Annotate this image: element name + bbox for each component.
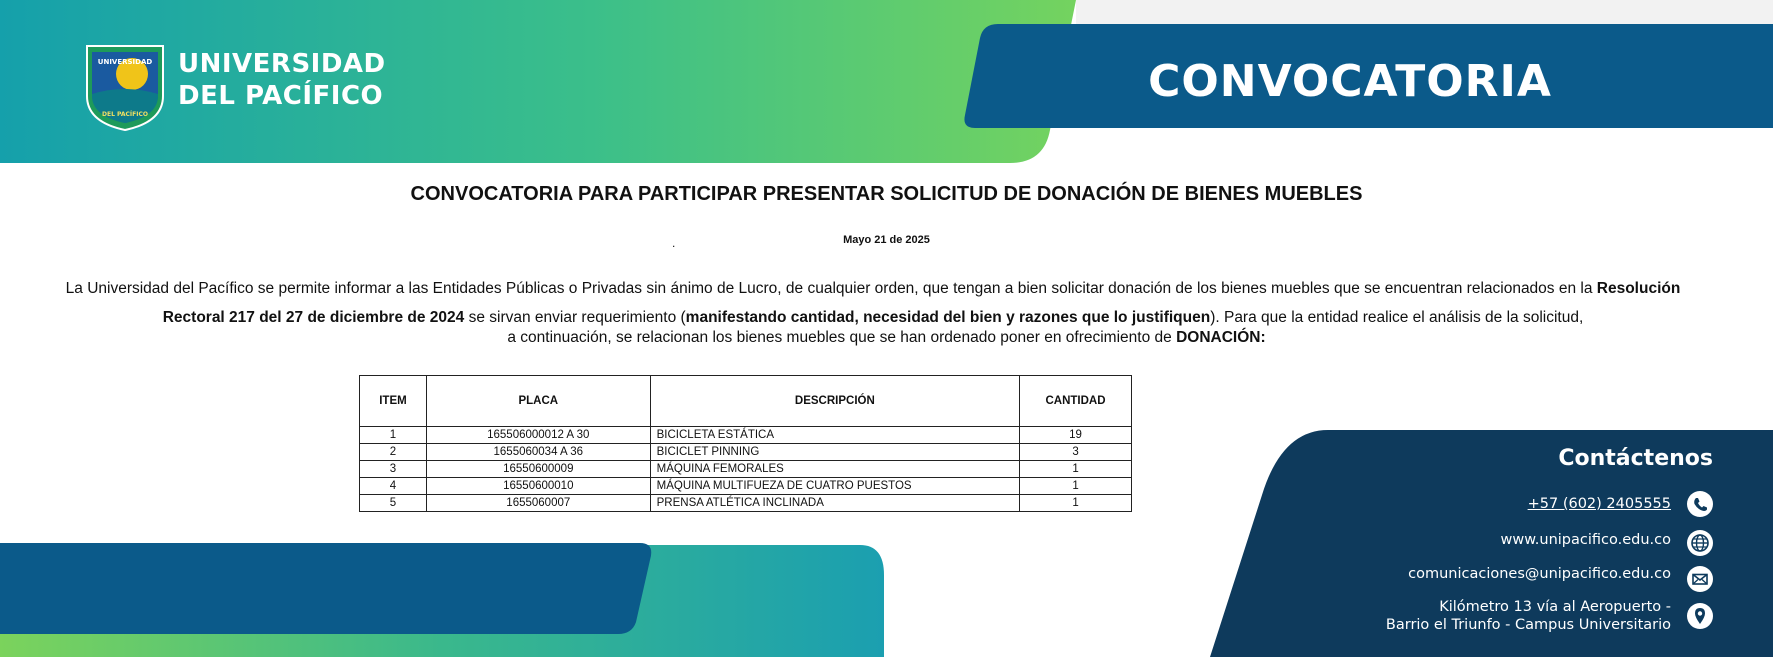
contact-website[interactable]: www.unipacifico.edu.co — [1500, 532, 1671, 548]
cell-cantidad: 19 — [1020, 427, 1132, 444]
cell-item: 2 — [360, 444, 427, 461]
table-header-row — [360, 376, 1132, 427]
contact-address — [1386, 598, 1671, 634]
university-name — [178, 48, 386, 112]
cell-item: 3 — [360, 461, 427, 478]
header-placa: PLACA — [426, 376, 650, 427]
cell-item: 5 — [360, 495, 427, 512]
header-grey-shape — [1076, 0, 1773, 24]
banner-title: CONVOCATORIA — [1148, 56, 1552, 107]
table-row — [360, 495, 1132, 512]
table-row — [360, 478, 1132, 495]
address-line2: Barrio el Triunfo - Campus Universitario — [1385, 617, 1671, 633]
svg-text:DEL PACÍFICO: DEL PACÍFICO — [102, 111, 148, 118]
list-intro-text: a continuación, se relacionan los bienes muebles que se han ordenado poner en ofrecimiento de — [507, 329, 1177, 346]
intro-paragraph — [60, 274, 1686, 332]
university-logo — [84, 44, 166, 132]
cell-cantidad: 1 — [1020, 478, 1132, 495]
header-cantidad: CANTIDAD — [1020, 376, 1132, 427]
cell-placa: 1655060007 — [426, 495, 650, 512]
phone-icon — [1687, 491, 1713, 517]
request-requirements: manifestando cantidad, necesidad del bien y razones que lo justifiquen — [685, 309, 1211, 326]
cell-descripcion: PRENSA ATLÉTICA INCLINADA — [650, 495, 1019, 512]
donation-label: DONACIÓN: — [1176, 329, 1266, 346]
location-pin-icon — [1687, 603, 1713, 629]
list-intro-paragraph — [0, 329, 1773, 347]
mail-icon — [1687, 566, 1713, 592]
resolution-reference: Resolución Rectoral 217 del 27 de diciembre de 2024 — [162, 280, 1681, 326]
address-line1: Kilómetro 13 vía al Aeropuerto - — [1439, 599, 1671, 615]
bottom-blue-shape — [0, 543, 651, 634]
cell-cantidad: 1 — [1020, 495, 1132, 512]
stray-dot: . — [672, 236, 676, 250]
header-descripcion: DESCRIPCIÓN — [650, 376, 1019, 427]
university-name-line2: DEL PACÍFICO — [178, 81, 384, 111]
header-item: ITEM — [360, 376, 427, 427]
cell-descripcion: MÁQUINA MULTIFUEZA DE CUATRO PUESTOS — [650, 478, 1019, 495]
cell-cantidad: 1 — [1020, 461, 1132, 478]
cell-cantidad: 3 — [1020, 444, 1132, 461]
table-row — [360, 427, 1132, 444]
cell-descripcion: MÁQUINA FEMORALES — [650, 461, 1019, 478]
cell-placa: 16550600009 — [426, 461, 650, 478]
cell-placa: 165506000012 A 30 — [426, 427, 650, 444]
cell-descripcion: BICICLETA ESTÁTICA — [650, 427, 1019, 444]
table-row — [360, 444, 1132, 461]
contact-heading: Contáctenos — [1558, 446, 1713, 471]
cell-item: 1 — [360, 427, 427, 444]
svg-text:UNIVERSIDAD: UNIVERSIDAD — [97, 58, 153, 66]
intro-text-1: La Universidad del Pacífico se permite informar a las Entidades Públicas o Privadas sin ánimo de Lucro, de cualquier orden, que tengan a bien solicitar donación de los bienes muebles que se encuentran relacionados en la — [65, 280, 1597, 297]
cell-placa: 1655060034 A 36 — [426, 444, 650, 461]
items-table — [359, 375, 1132, 512]
cell-placa: 16550600010 — [426, 478, 650, 495]
contact-email[interactable]: comunicaciones@unipacifico.edu.co — [1408, 566, 1671, 582]
university-name-line1: UNIVERSIDAD — [178, 49, 386, 79]
intro-text-3: ). Para que la entidad realice el análisis de la solicitud, — [1210, 309, 1584, 326]
cell-item: 4 — [360, 478, 427, 495]
cell-descripcion: BICICLET PINNING — [650, 444, 1019, 461]
document-title: CONVOCATORIA PARA PARTICIPAR PRESENTAR SOLICITUD DE DONACIÓN DE BIENES MUEBLES — [410, 183, 1363, 205]
document-date: Mayo 21 de 2025 — [843, 234, 930, 246]
table-row — [360, 461, 1132, 478]
intro-text-2: se sirvan enviar requerimiento ( — [464, 309, 686, 326]
contact-phone[interactable]: +57 (602) 2405555 — [1527, 496, 1671, 512]
globe-icon — [1687, 530, 1713, 556]
